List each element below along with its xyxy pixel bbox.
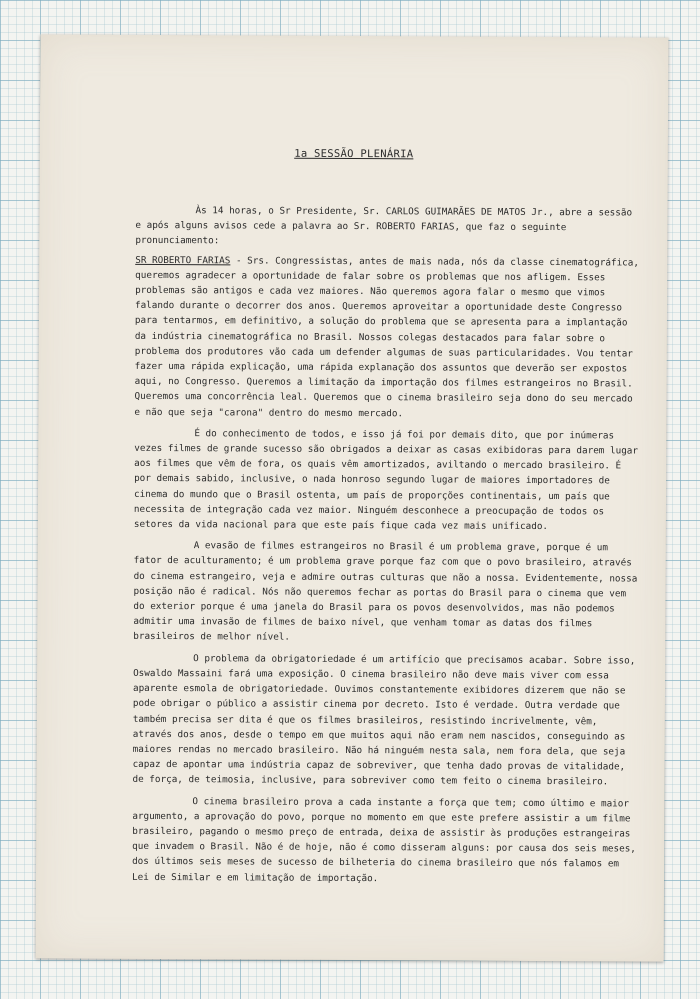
speech-paragraph-5: O cinema brasileiro prova a cada instante a força que tem; como último e maior argumento, a aprovação do povo, porque no momento em que este prefere assistir a um filme brasileiro, pagando o mesmo preço de entrada, deixa de assistir às produções estrangeiras que invadem o Brasil. Não é de hoje, não é como disseram alguns: por causa dos seis meses, dos últimos seis meses de sucesso de bilheteria do cinema brasileiro que nós falamos em Lei de Similar e em limitação de importação.	[131, 795, 636, 884]
speech-paragraph-1	[134, 252, 639, 422]
typewritten-page	[36, 34, 669, 961]
document-body	[132, 203, 640, 893]
speech-paragraph-3: A evasão de filmes estrangeiros no Brasil é um problema grave, porque é um fator de aculturamento; é um problema grave porque faz com que o povo brasileiro, através do cinema estrangeiro, veja e admire outras culturas que não a nossa. Evidentemente, nossa posição não é radical. Nós não queremos fechar as portas do Brasil para o cinema que vem do exterior porque é uma janela do Brasil para os povos desenvolvidos, mas não podemos admitir uma invasão de filmes de baixo nível, que venham tomar as datas dos filmes brasileiros de melhor nível.	[133, 540, 638, 644]
speaker-separator: -	[230, 254, 248, 267]
speaker-name: SR ROBERTO FARIAS	[135, 254, 231, 266]
page-title: 1a SESSÃO PLENÁRIA	[294, 147, 414, 161]
opening-paragraph: Às 14 horas, o Sr Presidente, Sr. CARLOS GUIMARÃES DE MATOS Jr., abre a sessão e após alguns avisos cede a palavra ao Sr. ROBERTO FARIAS, que faz o seguinte pronunciamento:	[135, 205, 633, 247]
speech-text: Srs. Congressistas, antes de mais nada, nós da classe cinematográfica, queremos agradecer a oportunidade de falar sobre os problemas que nos afligem. Esses problemas são antigos e cada vez maiores. Não queremos agora falar o mesmo que vimos falando durante o decorrer dos anos. Queremos aproveitar a oportunidade deste Congresso para tentarmos, em definitivo, a solução do problema que se apresenta para a implantação da indústria cinematográfica no Brasil. Nossos colegas destacados para falar sobre o problema dos produtores vão cada um defender algumas de suas particularidades. Vou tentar fazer uma rápida explicação, uma rápida explanação dos assuntos que deverão ser expostos aqui, no Congresso. Queremos a limitação da importação dos filmes estrangeiros no Brasil. Queremos uma concorrência leal. Queremos que o cinema brasileiro seja dono do seu mercado e não que seja "carona" dentro do mesmo mercado.	[134, 255, 640, 419]
speech-paragraph-4: O problema da obrigatoriedade é um artifício que precisamos acabar. Sobre isso, Oswaldo Massaini fará uma exposição. O cinema brasileiro não deve mais viver com essa aparente esmola de obrigatoriedade. Ouvimos constantemente exibidores dizerem que não se pode obrigar o público a assistir cinema por decreto. Isto é verdade. Outra verdade que também precisa ser dita é que os filmes brasileiros, resistindo incrivelmente, vêm, através dos anos, desde o tempo em que muitos aqui não eram nem nascidos, conseguindo as maiores rendas no mercado brasileiro. Não há ninguém nesta sala, nem fora dela, que seja capaz de apontar uma indústria capaz de sobreviver, que tenha dado provas de vitalidade, de força, de teimosia, inclusive, para sobreviver como tem feito o cinema brasileiro.	[132, 652, 636, 788]
speech-paragraph-2: É do conhecimento de todos, e isso já foi por demais dito, que por inúmeras vezes filmes de grande sucesso são obrigados a deixar as casas exibidoras para darem lugar aos filmes que vêm de fora, os quais vêm amortizados, aviltando o mercado brasileiro. É por demais sabido, inclusive, o nada honroso segundo lugar de maiores importadores de cinema do mundo que o Brasil ostenta, um país de proporções continentais, um país que necessita de integração cada vez maior. Ninguém desconhece a preocupação de todos os setores da vida nacional para que este país fique cada vez mais unificado.	[133, 428, 639, 533]
